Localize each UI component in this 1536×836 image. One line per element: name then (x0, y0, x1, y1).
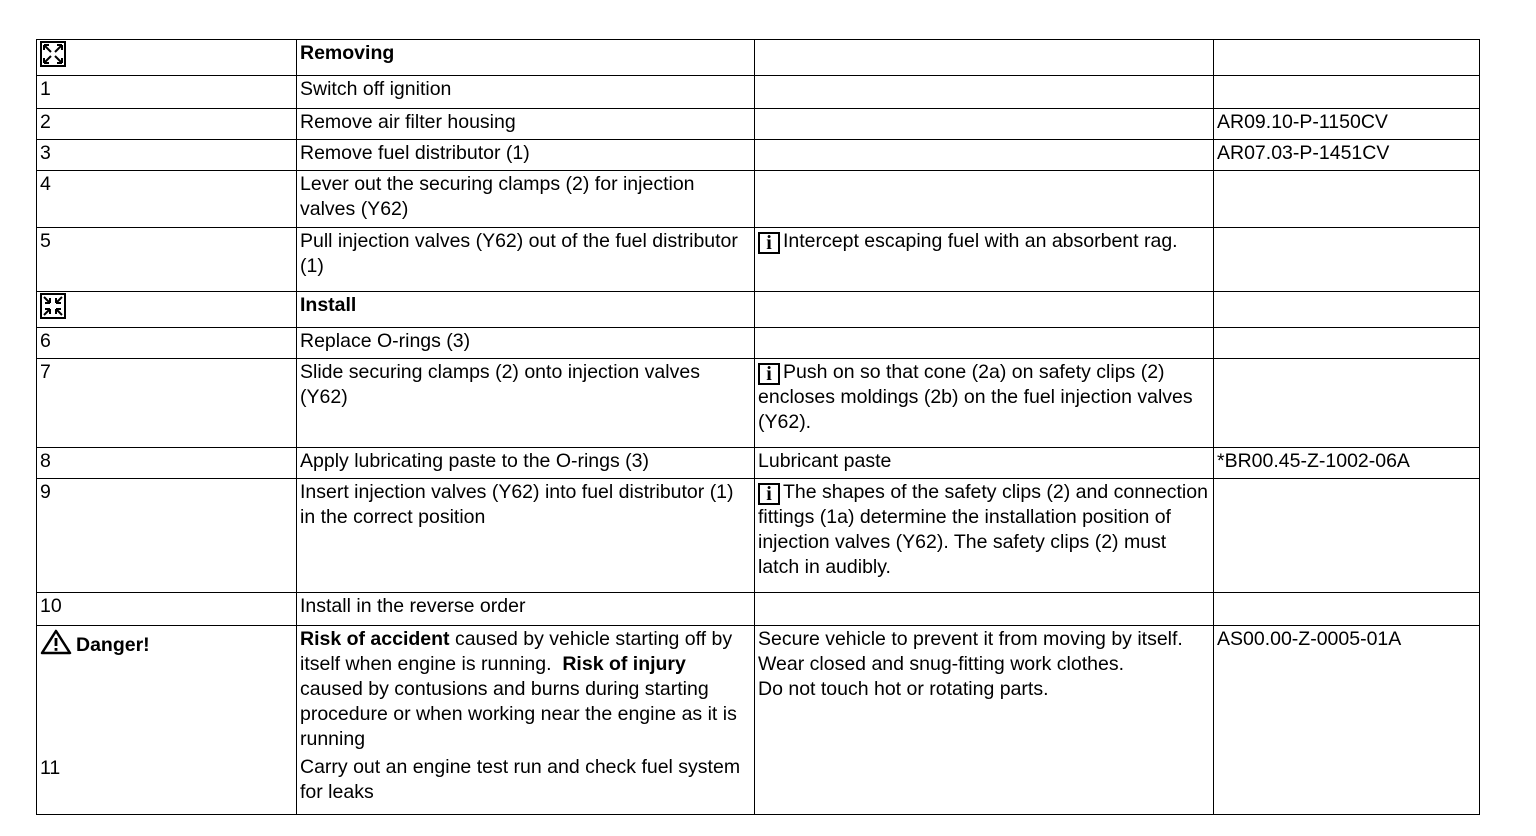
danger-label: Danger! (76, 634, 150, 656)
risk-injury-label: Risk of injury (562, 653, 686, 675)
step-cell (37, 292, 297, 328)
step-number: 6 (37, 328, 297, 359)
note-cell (755, 228, 1214, 292)
danger-cell (37, 626, 297, 815)
note-cell (755, 76, 1214, 109)
step-instruction: Carry out an engine test run and check fuel system for leaks (300, 756, 741, 803)
note-cell (755, 593, 1214, 626)
step-number: 7 (37, 359, 297, 448)
step-instruction: Slide securing clamps (2) onto injection valves (Y62) (297, 359, 755, 448)
reference-link[interactable]: AS00.00-Z-0005-01A (1214, 626, 1480, 815)
reference-cell (1214, 40, 1480, 76)
step-instruction: Lever out the securing clamps (2) for injection valves (Y62) (297, 171, 755, 228)
reference-cell (1214, 228, 1480, 292)
step-instruction: Install in the reverse order (297, 593, 755, 626)
table-row (37, 292, 1480, 328)
reference-cell (1214, 171, 1480, 228)
note-cell (755, 328, 1214, 359)
safety-measure: Wear closed and snug-fitting work clothes. (758, 653, 1124, 675)
reference-link[interactable]: AR07.03-P-1451CV (1214, 140, 1480, 171)
table-row (37, 171, 1480, 228)
table-row (37, 40, 1480, 76)
step-number: 4 (37, 171, 297, 228)
risk-injury-text: caused by contusions and burns during starting procedure or when working near the engine as it is running (300, 678, 737, 750)
reference-cell (1214, 76, 1480, 109)
step-number: 10 (37, 593, 297, 626)
safety-measure: Do not touch hot or rotating parts. (758, 678, 1049, 700)
reference-cell (1214, 593, 1480, 626)
info-icon: i (758, 483, 780, 505)
table-row (37, 228, 1480, 292)
risk-accident-text: caused by vehicle starting off by itself when engine is running. (300, 628, 733, 675)
note-cell (755, 359, 1214, 448)
note-text: Push on so that cone (2a) on safety clips (2) encloses moldings (2b) on the fuel injection valves (Y62). (758, 361, 1193, 433)
section-heading: Install (297, 292, 755, 328)
note-cell (755, 40, 1214, 76)
reference-cell (1214, 292, 1480, 328)
step-number: 1 (37, 76, 297, 109)
table-row (37, 593, 1480, 626)
reference-cell (1214, 479, 1480, 593)
note-cell (755, 479, 1214, 593)
note-cell (755, 109, 1214, 140)
info-icon: i (758, 232, 780, 254)
table-row (37, 76, 1480, 109)
note-text: The shapes of the safety clips (2) and connection fittings (1a) determine the installation position of injection valves (Y62). The safety clips (2) must latch in audibly. (758, 481, 1208, 578)
step-instruction: Pull injection valves (Y62) out of the fuel distributor (1) (297, 228, 755, 292)
reference-link[interactable]: AR09.10-P-1150CV (1214, 109, 1480, 140)
step-number: 3 (37, 140, 297, 171)
info-icon: i (758, 363, 780, 385)
step-instruction: Remove fuel distributor (1) (297, 140, 755, 171)
procedure-table (36, 39, 1480, 815)
warning-triangle-icon (40, 629, 72, 655)
risk-accident-label: Risk of accident (300, 628, 450, 650)
table-row (37, 479, 1480, 593)
step-number: 11 (40, 757, 61, 779)
note-cell (755, 140, 1214, 171)
step-number: 2 (37, 109, 297, 140)
step-instruction: Switch off ignition (297, 76, 755, 109)
step-instruction: Remove air filter housing (297, 109, 755, 140)
step-instruction: Replace O-rings (3) (297, 328, 755, 359)
step-number: 9 (37, 479, 297, 593)
step-instruction: Apply lubricating paste to the O-rings (3) (297, 448, 755, 479)
install-icon (40, 293, 66, 319)
remove-icon (40, 41, 66, 67)
table-row (37, 359, 1480, 448)
reference-link[interactable]: *BR00.45-Z-1002-06A (1214, 448, 1480, 479)
danger-description (297, 626, 755, 815)
note-cell: Lubricant paste (755, 448, 1214, 479)
table-row (37, 448, 1480, 479)
note-cell (755, 292, 1214, 328)
section-heading: Removing (297, 40, 755, 76)
danger-row (37, 626, 1480, 815)
step-number: 5 (37, 228, 297, 292)
step-cell (37, 40, 297, 76)
reference-cell (1214, 359, 1480, 448)
step-number: 8 (37, 448, 297, 479)
step-instruction: Insert injection valves (Y62) into fuel distributor (1) in the correct position (297, 479, 755, 593)
table-row (37, 140, 1480, 171)
table-row (37, 109, 1480, 140)
note-cell (755, 171, 1214, 228)
safety-measure: Secure vehicle to prevent it from moving by itself. (758, 628, 1183, 650)
safety-measures (755, 626, 1214, 815)
reference-cell (1214, 328, 1480, 359)
table-row (37, 328, 1480, 359)
note-text: Intercept escaping fuel with an absorbent rag. (783, 230, 1178, 252)
